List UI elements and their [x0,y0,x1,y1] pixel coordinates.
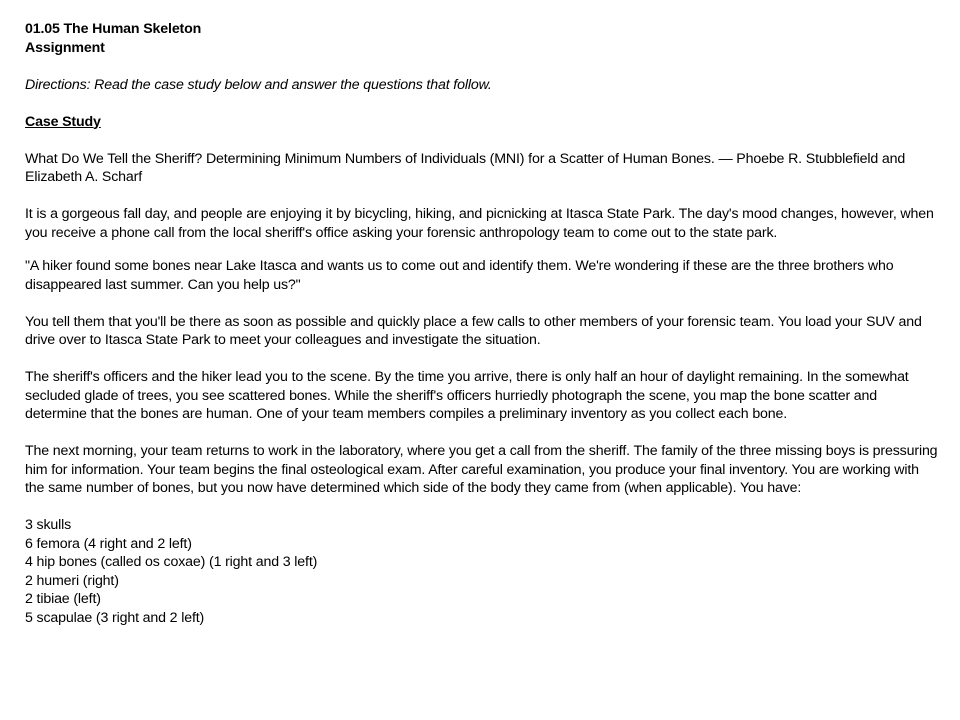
spacer [25,498,940,517]
paragraph-1: It is a gorgeous fall day, and people are enjoying it by bicycling, hiking, and picnicking at Itasca State Park. The day's mood changes, however, when you receive a phone call from the local sheriff's office asking your forensic anthropology team to come out to the state park. [25,206,934,241]
case-study-heading: Case Study [25,113,101,130]
list-item: 2 tibiae (left) [25,591,101,607]
spacer [25,94,940,113]
spacer [25,57,940,76]
list-item: 3 skulls [25,517,72,533]
spacer [25,242,940,257]
list-item: 2 humeri (right) [25,572,119,589]
paragraph-4: The sheriff's officers and the hiker lead you to the scene. By the time you arrive, there is only half an hour of daylight remaining. In the somewhat secluded glade of trees, you see scattered bones. While the sheriff's officers hurriedly photograph the scene, you map the bone scatter and determine that the bones are human. One of your team members compiles a preliminary inventory as you collect each bone. [25,369,909,422]
document-subtitle: Assignment [25,39,105,56]
document-body [25,20,940,627]
spacer [25,187,940,206]
case-study-title: What Do We Tell the Sheriff? Determining Minimum Numbers of Individuals (MNI) for a Scatter of Human Bones. — Phoebe R. Stubblefield and Elizabeth A. Scharf [25,150,906,185]
paragraph-5: The next morning, your team returns to work in the laboratory, where you get a call from the sheriff. The family of the three missing boys is pressuring him for information. Your team begins the final osteological exam. After careful examination, you produce your final inventory. You are working with the same number of bones, but you now have determined which side of the body they came from (when applicable). You have: [25,443,938,496]
spacer [25,424,940,443]
spacer [25,294,940,313]
paragraph-2: "A hiker found some bones near Lake Itasca and wants us to come out and identify them. We're wondering if these are the three brothers who disappeared last summer. Can you help us?" [25,258,894,293]
spacer [25,131,940,150]
list-item: 6 femora (4 right and 2 left) [25,535,192,552]
spacer [25,350,940,369]
document-title: 01.05 The Human Skeleton [25,21,202,37]
list-item: 4 hip bones (called os coxae) (1 right and 3 left) [25,554,318,570]
bone-inventory-list [25,516,940,627]
list-item: 5 scapulae (3 right and 2 left) [25,609,205,626]
directions-text: Directions: Read the case study below and answer the questions that follow. [25,76,492,93]
paragraph-3: You tell them that you'll be there as soon as possible and quickly place a few calls to other members of your forensic team. You load your SUV and drive over to Itasca State Park to meet your colleagues and investigate the situation. [25,313,922,348]
